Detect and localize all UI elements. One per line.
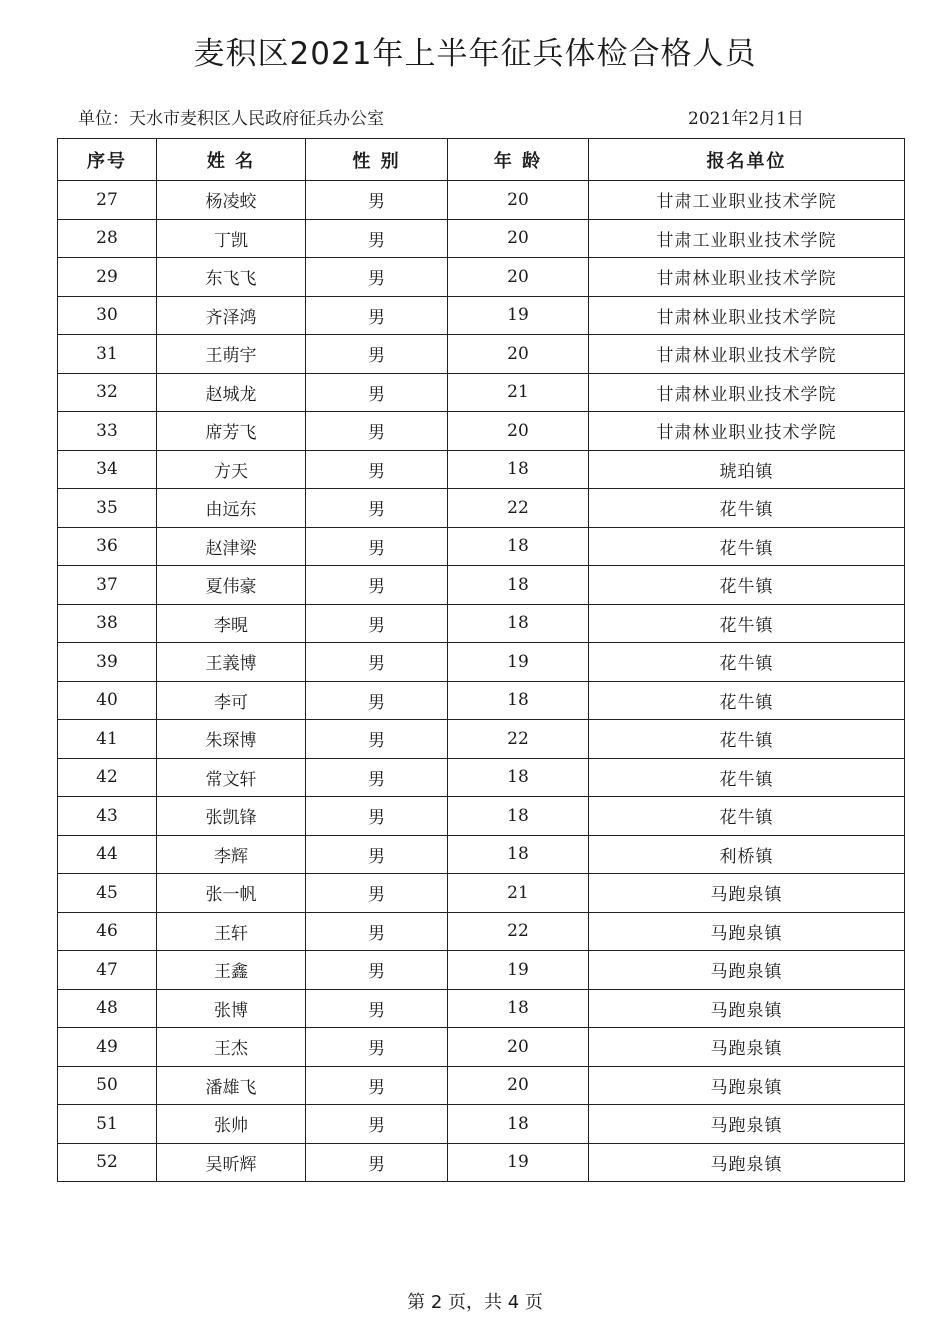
header-serial: 序号 bbox=[58, 139, 157, 181]
cell-org: 马跑泉镇 bbox=[589, 1066, 905, 1105]
cell-gender: 男 bbox=[306, 681, 448, 720]
cell-gender: 男 bbox=[306, 874, 448, 913]
cell-age: 18 bbox=[448, 989, 589, 1028]
cell-serial: 48 bbox=[58, 989, 157, 1028]
cell-gender: 男 bbox=[306, 373, 448, 412]
cell-name: 席芳飞 bbox=[157, 412, 306, 451]
cell-org: 马跑泉镇 bbox=[589, 1028, 905, 1067]
cell-name: 李辉 bbox=[157, 835, 306, 874]
issuing-unit: 单位：天水市麦积区人民政府征兵办公室 bbox=[78, 109, 384, 129]
cell-serial: 40 bbox=[58, 681, 157, 720]
cell-gender: 男 bbox=[306, 296, 448, 335]
table-body bbox=[58, 181, 905, 1182]
table-row bbox=[58, 720, 905, 759]
cell-org: 马跑泉镇 bbox=[589, 989, 905, 1028]
cell-org: 琥珀镇 bbox=[589, 450, 905, 489]
table-row bbox=[58, 450, 905, 489]
table-row bbox=[58, 219, 905, 258]
table-row bbox=[58, 874, 905, 913]
table-row bbox=[58, 1028, 905, 1067]
table-row bbox=[58, 527, 905, 566]
cell-age: 20 bbox=[448, 219, 589, 258]
cell-serial: 37 bbox=[58, 566, 157, 605]
cell-name: 张凯锋 bbox=[157, 797, 306, 836]
table-row bbox=[58, 1066, 905, 1105]
cell-gender: 男 bbox=[306, 335, 448, 374]
table-row bbox=[58, 643, 905, 682]
cell-age: 18 bbox=[448, 797, 589, 836]
cell-serial: 30 bbox=[58, 296, 157, 335]
table-row bbox=[58, 412, 905, 451]
table-row bbox=[58, 989, 905, 1028]
cell-name: 夏伟豪 bbox=[157, 566, 306, 605]
cell-age: 18 bbox=[448, 604, 589, 643]
cell-serial: 43 bbox=[58, 797, 157, 836]
cell-gender: 男 bbox=[306, 604, 448, 643]
table-row bbox=[58, 566, 905, 605]
cell-age: 22 bbox=[448, 912, 589, 951]
cell-serial: 28 bbox=[58, 219, 157, 258]
cell-serial: 31 bbox=[58, 335, 157, 374]
cell-name: 由远东 bbox=[157, 489, 306, 528]
cell-org: 利桥镇 bbox=[589, 835, 905, 874]
cell-age: 18 bbox=[448, 681, 589, 720]
cell-org: 花牛镇 bbox=[589, 720, 905, 759]
cell-gender: 男 bbox=[306, 219, 448, 258]
cell-gender: 男 bbox=[306, 258, 448, 297]
cell-org: 花牛镇 bbox=[589, 527, 905, 566]
cell-age: 22 bbox=[448, 720, 589, 759]
cell-name: 王鑫 bbox=[157, 951, 306, 990]
cell-name: 张帅 bbox=[157, 1105, 306, 1144]
table-row bbox=[58, 181, 905, 220]
table-row bbox=[58, 681, 905, 720]
cell-org: 马跑泉镇 bbox=[589, 1105, 905, 1144]
cell-gender: 男 bbox=[306, 1066, 448, 1105]
cell-org: 花牛镇 bbox=[589, 758, 905, 797]
cell-name: 王義博 bbox=[157, 643, 306, 682]
cell-org: 马跑泉镇 bbox=[589, 1143, 905, 1182]
cell-org: 马跑泉镇 bbox=[589, 951, 905, 990]
cell-gender: 男 bbox=[306, 758, 448, 797]
cell-age: 19 bbox=[448, 296, 589, 335]
cell-serial: 44 bbox=[58, 835, 157, 874]
cell-age: 20 bbox=[448, 181, 589, 220]
cell-serial: 47 bbox=[58, 951, 157, 990]
document-date: 2021年2月1日 bbox=[688, 109, 804, 129]
header-org: 报名单位 bbox=[589, 139, 905, 181]
cell-org: 甘肃林业职业技术学院 bbox=[589, 335, 905, 374]
cell-gender: 男 bbox=[306, 566, 448, 605]
table-row bbox=[58, 758, 905, 797]
cell-age: 22 bbox=[448, 489, 589, 528]
cell-age: 20 bbox=[448, 335, 589, 374]
table-row bbox=[58, 604, 905, 643]
cell-serial: 29 bbox=[58, 258, 157, 297]
header-name: 姓 名 bbox=[157, 139, 306, 181]
cell-name: 王萌宇 bbox=[157, 335, 306, 374]
cell-age: 20 bbox=[448, 412, 589, 451]
cell-org: 花牛镇 bbox=[589, 489, 905, 528]
cell-gender: 男 bbox=[306, 797, 448, 836]
cell-name: 杨凌蛟 bbox=[157, 181, 306, 220]
cell-name: 齐泽鸿 bbox=[157, 296, 306, 335]
document-title: 麦积区2021年上半年征兵体检合格人员 bbox=[193, 36, 757, 72]
cell-gender: 男 bbox=[306, 951, 448, 990]
cell-serial: 42 bbox=[58, 758, 157, 797]
cell-serial: 41 bbox=[58, 720, 157, 759]
cell-gender: 男 bbox=[306, 1105, 448, 1144]
cell-age: 18 bbox=[448, 1105, 589, 1144]
table-row bbox=[58, 951, 905, 990]
table-row bbox=[58, 258, 905, 297]
cell-name: 朱琛博 bbox=[157, 720, 306, 759]
table-row bbox=[58, 797, 905, 836]
cell-name: 赵城龙 bbox=[157, 373, 306, 412]
cell-name: 常文轩 bbox=[157, 758, 306, 797]
cell-serial: 33 bbox=[58, 412, 157, 451]
cell-gender: 男 bbox=[306, 1143, 448, 1182]
cell-name: 潘雄飞 bbox=[157, 1066, 306, 1105]
cell-age: 18 bbox=[448, 450, 589, 489]
table-row bbox=[58, 489, 905, 528]
cell-org: 花牛镇 bbox=[589, 681, 905, 720]
cell-serial: 35 bbox=[58, 489, 157, 528]
cell-org: 甘肃工业职业技术学院 bbox=[589, 181, 905, 220]
table-row bbox=[58, 1105, 905, 1144]
cell-age: 19 bbox=[448, 1143, 589, 1182]
cell-name: 李晛 bbox=[157, 604, 306, 643]
cell-org: 甘肃林业职业技术学院 bbox=[589, 258, 905, 297]
cell-org: 花牛镇 bbox=[589, 643, 905, 682]
cell-org: 甘肃林业职业技术学院 bbox=[589, 373, 905, 412]
cell-gender: 男 bbox=[306, 527, 448, 566]
cell-age: 20 bbox=[448, 1028, 589, 1067]
cell-serial: 49 bbox=[58, 1028, 157, 1067]
cell-gender: 男 bbox=[306, 912, 448, 951]
cell-age: 18 bbox=[448, 758, 589, 797]
cell-age: 19 bbox=[448, 951, 589, 990]
cell-age: 18 bbox=[448, 527, 589, 566]
table-row bbox=[58, 296, 905, 335]
cell-name: 张博 bbox=[157, 989, 306, 1028]
cell-gender: 男 bbox=[306, 450, 448, 489]
cell-name: 丁凯 bbox=[157, 219, 306, 258]
cell-name: 王杰 bbox=[157, 1028, 306, 1067]
cell-age: 18 bbox=[448, 566, 589, 605]
cell-org: 马跑泉镇 bbox=[589, 874, 905, 913]
cell-serial: 50 bbox=[58, 1066, 157, 1105]
cell-serial: 39 bbox=[58, 643, 157, 682]
cell-age: 21 bbox=[448, 874, 589, 913]
cell-age: 18 bbox=[448, 835, 589, 874]
cell-gender: 男 bbox=[306, 835, 448, 874]
cell-serial: 45 bbox=[58, 874, 157, 913]
cell-serial: 27 bbox=[58, 181, 157, 220]
cell-name: 方天 bbox=[157, 450, 306, 489]
cell-org: 甘肃林业职业技术学院 bbox=[589, 296, 905, 335]
cell-serial: 32 bbox=[58, 373, 157, 412]
cell-org: 甘肃工业职业技术学院 bbox=[589, 219, 905, 258]
cell-org: 花牛镇 bbox=[589, 604, 905, 643]
cell-org: 马跑泉镇 bbox=[589, 912, 905, 951]
table-header-row bbox=[58, 139, 905, 181]
cell-gender: 男 bbox=[306, 1028, 448, 1067]
cell-org: 花牛镇 bbox=[589, 566, 905, 605]
cell-gender: 男 bbox=[306, 181, 448, 220]
header-gender: 性 别 bbox=[306, 139, 448, 181]
cell-age: 20 bbox=[448, 1066, 589, 1105]
cell-gender: 男 bbox=[306, 989, 448, 1028]
cell-serial: 46 bbox=[58, 912, 157, 951]
cell-serial: 36 bbox=[58, 527, 157, 566]
cell-serial: 34 bbox=[58, 450, 157, 489]
header-age: 年 龄 bbox=[448, 139, 589, 181]
cell-gender: 男 bbox=[306, 643, 448, 682]
cell-serial: 51 bbox=[58, 1105, 157, 1144]
cell-age: 19 bbox=[448, 643, 589, 682]
table-row bbox=[58, 335, 905, 374]
table-row bbox=[58, 1143, 905, 1182]
table-row bbox=[58, 912, 905, 951]
page-footer: 第 2 页，共 4 页 bbox=[407, 1292, 543, 1313]
table-row bbox=[58, 373, 905, 412]
cell-org: 花牛镇 bbox=[589, 797, 905, 836]
cell-org: 甘肃林业职业技术学院 bbox=[589, 412, 905, 451]
cell-gender: 男 bbox=[306, 489, 448, 528]
cell-name: 李可 bbox=[157, 681, 306, 720]
cell-name: 吴昕辉 bbox=[157, 1143, 306, 1182]
cell-serial: 52 bbox=[58, 1143, 157, 1182]
cell-gender: 男 bbox=[306, 720, 448, 759]
cell-name: 东飞飞 bbox=[157, 258, 306, 297]
cell-name: 王轩 bbox=[157, 912, 306, 951]
cell-name: 赵津梁 bbox=[157, 527, 306, 566]
cell-gender: 男 bbox=[306, 412, 448, 451]
roster-table bbox=[57, 138, 905, 1182]
cell-name: 张一帆 bbox=[157, 874, 306, 913]
cell-age: 21 bbox=[448, 373, 589, 412]
table-row bbox=[58, 835, 905, 874]
cell-age: 20 bbox=[448, 258, 589, 297]
cell-serial: 38 bbox=[58, 604, 157, 643]
